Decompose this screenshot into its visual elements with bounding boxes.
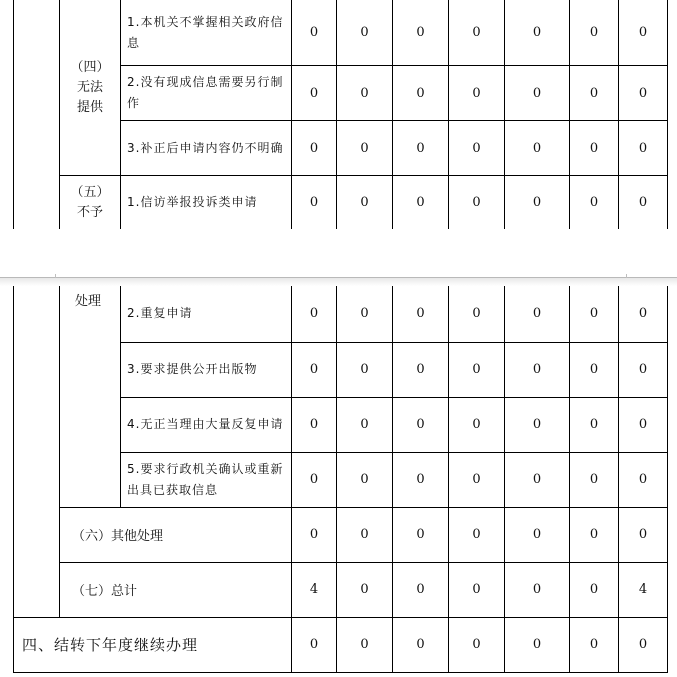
category-continued-label: 处理 [75,294,102,309]
value-cell: 0 [570,397,619,452]
value-cell: 0 [393,0,449,66]
value-cell: 0 [505,342,570,397]
value-cell: 0 [570,342,619,397]
value-cell: 0 [449,286,505,342]
category-cannot-provide: （四） 无法 提供 [60,0,121,176]
value-cell: 0 [449,0,505,66]
category-not-processed: （五） 不予 [60,176,121,230]
value-cell: 0 [570,562,619,617]
value-cell: 0 [337,176,393,230]
value-cell: 0 [393,452,449,507]
value-cell: 0 [449,617,505,672]
value-cell: 0 [449,342,505,397]
value-cell: 0 [292,176,337,230]
value-cell: 0 [505,562,570,617]
value-cell: 0 [337,507,393,562]
value-cell: 0 [505,286,570,342]
value-cell: 0 [570,0,619,66]
reason-unjustified-repeat: 4.无正当理由大量反复申请 [121,397,292,452]
value-cell: 0 [337,342,393,397]
value-cell: 0 [292,617,337,672]
value-cell: 0 [292,452,337,507]
value-cell: 0 [619,452,668,507]
value-cell: 0 [570,452,619,507]
row-carry-over: 四、结转下年度继续办理 [14,617,292,672]
value-cell: 0 [570,617,619,672]
value-cell: 0 [619,342,668,397]
row-other-processing: （六）其他处理 [60,507,292,562]
reason-confirm-existing-info: 5.要求行政机关确认或重新出具已获取信息 [121,452,292,507]
value-cell: 0 [505,0,570,66]
reason-no-info-held: 1.本机关不掌握相关政府信息 [121,0,292,66]
reason-repeat-request: 2.重复申请 [121,286,292,342]
value-cell: 0 [619,176,668,230]
outer-category-cell [14,286,60,617]
value-cell: 0 [619,286,668,342]
value-cell: 0 [337,286,393,342]
value-cell: 0 [570,507,619,562]
value-cell: 0 [505,176,570,230]
value-cell: 0 [337,452,393,507]
value-cell: 0 [393,121,449,176]
value-cell: 0 [337,562,393,617]
reason-public-publication: 3.要求提供公开出版物 [121,342,292,397]
value-cell: 0 [337,66,393,121]
value-cell: 0 [505,617,570,672]
value-cell: 0 [619,507,668,562]
page-top-shadow [0,278,677,286]
value-cell: 0 [292,286,337,342]
value-cell: 0 [449,397,505,452]
value-cell: 0 [505,507,570,562]
page-gap [0,229,677,284]
value-cell: 0 [337,397,393,452]
value-cell: 0 [292,507,337,562]
value-cell: 0 [505,397,570,452]
value-cell: 0 [449,66,505,121]
value-cell: 0 [570,176,619,230]
table-bottom-fragment [13,286,668,673]
reason-need-new-production: 2.没有现成信息需要另行制作 [121,66,292,121]
reason-petition-complaint: 1.信访举报投诉类申请 [121,176,292,230]
value-cell: 0 [570,286,619,342]
value-cell: 0 [505,452,570,507]
value-cell: 0 [292,397,337,452]
value-cell: 0 [449,176,505,230]
value-cell: 0 [393,507,449,562]
value-cell: 0 [570,66,619,121]
value-cell: 0 [619,0,668,66]
row-total: （七）总计 [60,562,292,617]
value-cell: 0 [292,342,337,397]
value-cell: 0 [337,121,393,176]
value-cell: 0 [337,0,393,66]
value-cell: 0 [393,176,449,230]
table-top-fragment [13,0,668,230]
value-cell: 0 [337,617,393,672]
value-cell: 0 [570,121,619,176]
value-cell: 0 [393,66,449,121]
value-cell: 0 [505,66,570,121]
value-cell: 0 [292,121,337,176]
value-cell: 0 [449,507,505,562]
category-not-processed-cont [60,286,121,507]
value-cell: 0 [449,562,505,617]
value-cell: 0 [619,121,668,176]
value-cell: 4 [292,562,337,617]
value-cell: 0 [619,617,668,672]
value-cell: 0 [449,452,505,507]
value-cell: 0 [393,286,449,342]
value-cell: 0 [393,617,449,672]
value-cell: 0 [619,397,668,452]
reason-still-unclear: 3.补正后申请内容仍不明确 [121,121,292,176]
value-cell: 0 [393,342,449,397]
value-cell: 0 [393,397,449,452]
value-cell: 0 [449,121,505,176]
value-cell: 0 [292,66,337,121]
value-cell: 4 [619,562,668,617]
outer-category-cell [14,0,60,230]
value-cell: 0 [505,121,570,176]
value-cell: 0 [619,66,668,121]
value-cell: 0 [292,0,337,66]
value-cell: 0 [393,562,449,617]
